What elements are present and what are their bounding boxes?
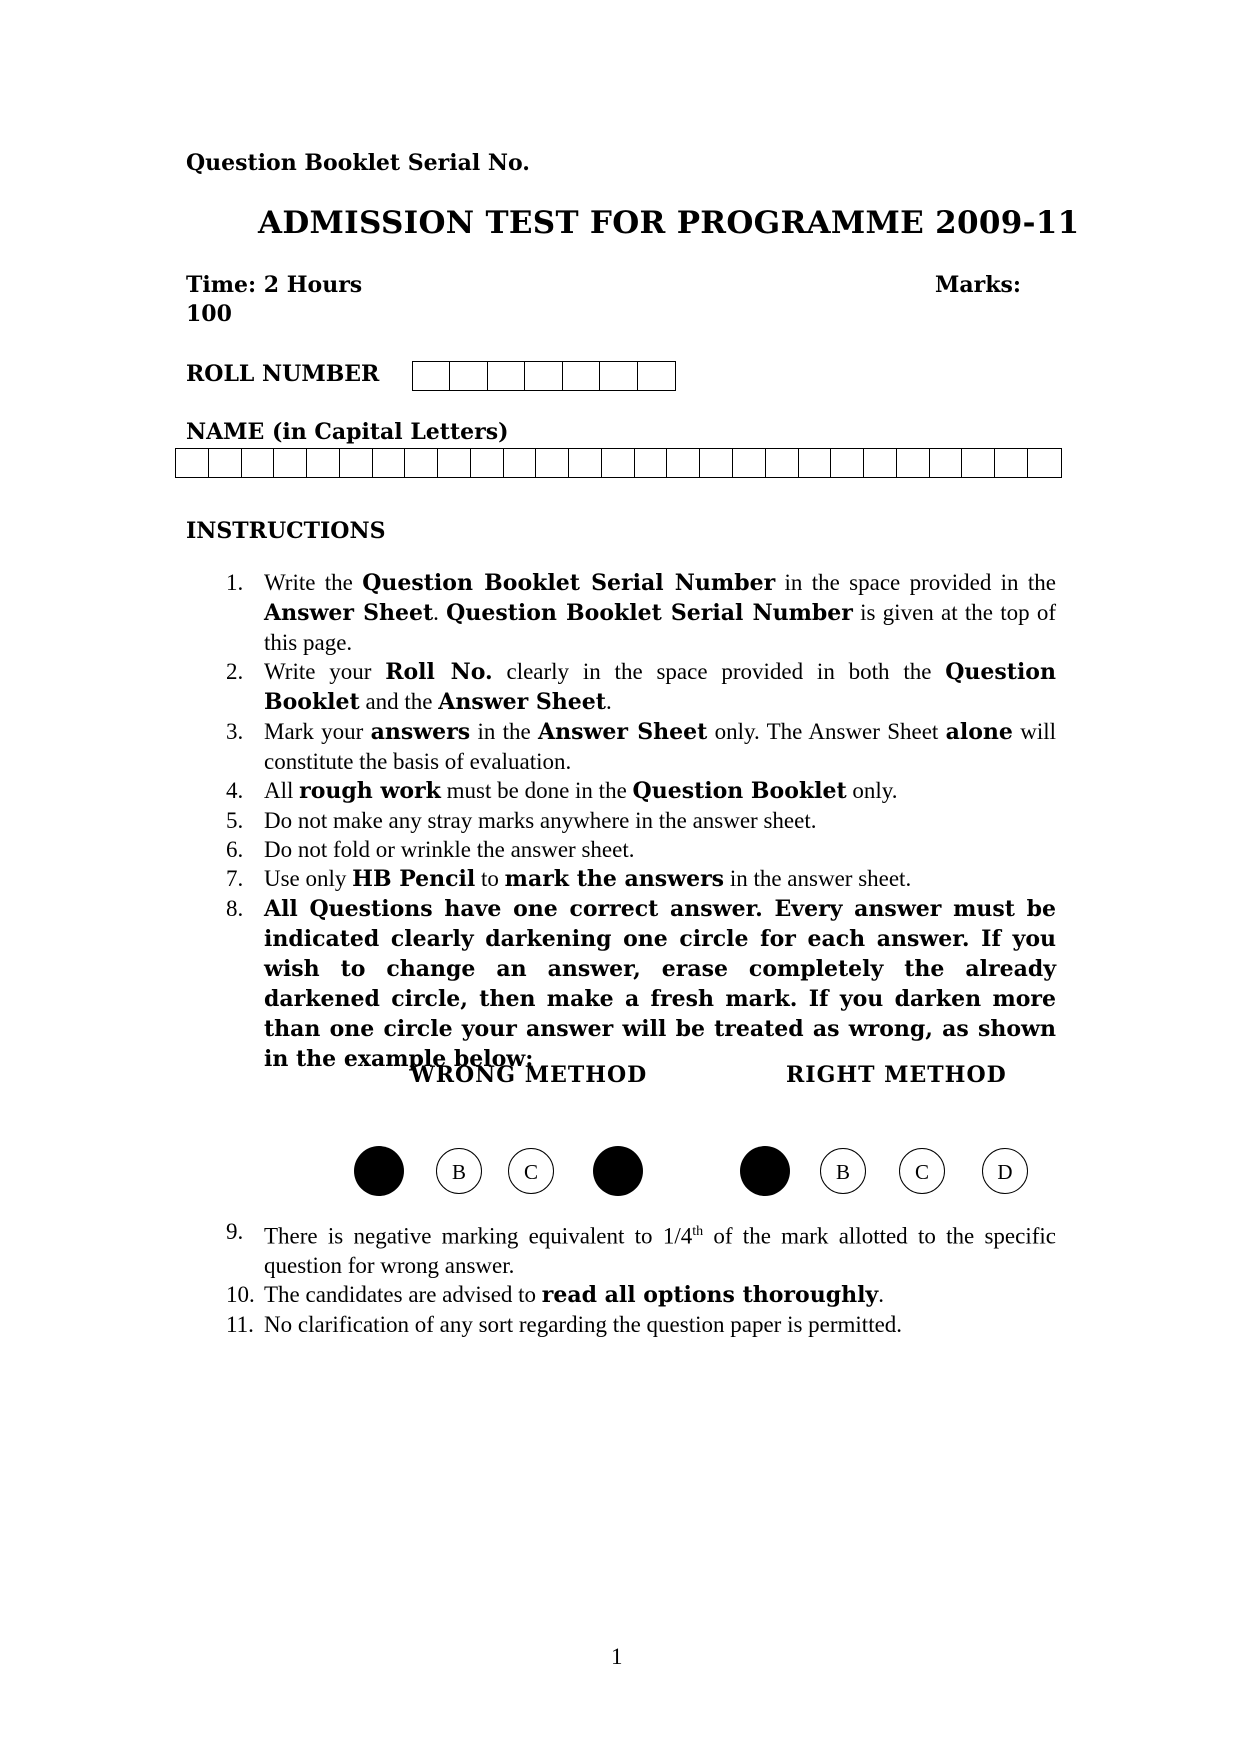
instruction-text: There is negative marking equivalent to 1/4 xyxy=(264,1223,693,1249)
entry-box[interactable] xyxy=(525,362,562,390)
instruction-text: . xyxy=(605,689,612,714)
entry-box[interactable] xyxy=(569,449,602,477)
instruction-text: . xyxy=(878,1281,884,1307)
empty-bubble-d: D xyxy=(982,1148,1028,1194)
entry-box[interactable] xyxy=(413,362,450,390)
instruction-text: Do not fold or wrinkle the answer sheet. xyxy=(264,837,635,862)
entry-box[interactable] xyxy=(962,449,995,477)
page-title: ADMISSION TEST FOR PROGRAMME 2009-11 xyxy=(258,205,1080,241)
serial-number-label: Question Booklet Serial No. xyxy=(186,150,530,176)
instruction-text: Answer Sheet xyxy=(438,689,606,715)
roll-number-boxes[interactable] xyxy=(412,361,676,391)
instruction-item xyxy=(226,657,1056,717)
entry-box[interactable] xyxy=(373,449,406,477)
instruction-text: Do not make any stray marks anywhere in the answer sheet. xyxy=(264,808,817,833)
entry-box[interactable] xyxy=(864,449,897,477)
entry-box[interactable] xyxy=(471,449,504,477)
instruction-text: HB Pencil xyxy=(352,866,476,892)
empty-bubble-b: B xyxy=(436,1148,482,1194)
wrong-method-label: WRONG METHOD xyxy=(410,1062,648,1088)
name-label: NAME (in Capital Letters) xyxy=(186,419,509,445)
entry-box[interactable] xyxy=(667,449,700,477)
entry-box[interactable] xyxy=(602,449,635,477)
page-number: 1 xyxy=(611,1644,623,1669)
instruction-number: 3. xyxy=(226,719,244,744)
entry-box[interactable] xyxy=(1028,449,1061,477)
entry-box[interactable] xyxy=(733,449,766,477)
instruction-number: 7. xyxy=(226,866,244,891)
marks-value: 100 xyxy=(186,301,232,327)
instruction-text: answers xyxy=(370,719,471,745)
instruction-item xyxy=(226,864,1056,894)
instruction-number: 10. xyxy=(226,1281,255,1307)
entry-box[interactable] xyxy=(638,362,675,390)
instruction-text: in the space provided in the xyxy=(775,570,1056,595)
instruction-item xyxy=(226,1310,1056,1339)
instruction-text: No clarification of any sort regarding the question paper is permitted. xyxy=(264,1311,903,1337)
instruction-text: clearly in the space provided in both the xyxy=(492,659,946,684)
instruction-text: The candidates are advised to xyxy=(264,1281,542,1307)
instruction-number: 2. xyxy=(226,659,244,684)
instruction-item xyxy=(226,894,1056,1074)
instructions-list xyxy=(226,568,1056,1074)
entry-box[interactable] xyxy=(405,449,438,477)
instruction-text: of the mark allotted to the specific question for wrong answer. xyxy=(264,1223,1056,1278)
instruction-number: 5. xyxy=(226,808,244,833)
instruction-item xyxy=(226,1217,1056,1280)
instruction-number: 4. xyxy=(226,778,244,803)
entry-box[interactable] xyxy=(635,449,668,477)
entry-box[interactable] xyxy=(600,362,637,390)
instruction-text: mark the answers xyxy=(504,866,725,892)
instruction-text: . xyxy=(433,600,447,625)
instruction-item xyxy=(226,717,1056,776)
entry-box[interactable] xyxy=(536,449,569,477)
instruction-text: Question Booklet xyxy=(632,778,847,804)
empty-bubble-b: B xyxy=(820,1148,866,1194)
instruction-item xyxy=(226,1280,1056,1310)
entry-box[interactable] xyxy=(488,362,525,390)
entry-box[interactable] xyxy=(340,449,373,477)
instruction-item xyxy=(226,776,1056,806)
entry-box[interactable] xyxy=(176,449,209,477)
entry-box[interactable] xyxy=(563,362,600,390)
entry-box[interactable] xyxy=(700,449,733,477)
entry-box[interactable] xyxy=(209,449,242,477)
instruction-number: 6. xyxy=(226,837,244,862)
instruction-number: 9. xyxy=(226,1219,244,1244)
filled-bubble xyxy=(740,1146,790,1196)
instruction-text: All xyxy=(264,778,300,803)
instructions-list-continued xyxy=(226,1217,1056,1339)
instruction-text: rough work xyxy=(299,778,441,804)
entry-box[interactable] xyxy=(504,449,537,477)
entry-box[interactable] xyxy=(242,449,275,477)
instruction-text: th xyxy=(692,1224,704,1239)
right-method-label: RIGHT METHOD xyxy=(786,1062,1007,1088)
instruction-text: only. xyxy=(846,778,898,803)
instruction-text: Question Booklet xyxy=(264,659,1056,715)
instruction-text: and the xyxy=(359,689,439,714)
instruction-text: Write your xyxy=(264,659,386,684)
instruction-text: read all options thoroughly xyxy=(541,1281,879,1308)
instruction-text: Write the xyxy=(264,570,363,595)
instruction-text: Use only xyxy=(264,866,353,891)
instruction-text: Answer Sheet xyxy=(264,600,434,626)
instruction-text: Mark your xyxy=(264,719,371,744)
instruction-text: will constitute the basis of evaluation. xyxy=(264,719,1056,774)
instructions-heading: INSTRUCTIONS xyxy=(186,518,386,544)
instruction-text: Question Booklet Serial Number xyxy=(362,570,776,596)
instruction-item xyxy=(226,568,1056,657)
empty-bubble-c: C xyxy=(899,1148,945,1194)
instruction-text: is given at the top of this page. xyxy=(264,600,1056,655)
time-label: Time: 2 Hours xyxy=(186,272,363,298)
instruction-text: Roll No. xyxy=(385,659,493,685)
instruction-text: only. The Answer Sheet xyxy=(707,719,946,744)
entry-box[interactable] xyxy=(450,362,487,390)
entry-box[interactable] xyxy=(274,449,307,477)
instruction-text: All Questions have one correct answer. Every answer must be indicated clearly darkening one circle for each answer. If you wish to change an answer, erase completely the already darkened circle, then make a fresh mark. If you darken more than one circle your answer will be treated as wrong, as shown in the example below: xyxy=(264,896,1056,1072)
filled-bubble xyxy=(354,1146,404,1196)
name-boxes[interactable] xyxy=(175,448,1062,478)
filled-bubble xyxy=(593,1146,643,1196)
entry-box[interactable] xyxy=(831,449,864,477)
instruction-text: Answer Sheet xyxy=(538,719,708,745)
instruction-text: must be done in the xyxy=(440,778,633,803)
entry-box[interactable] xyxy=(766,449,799,477)
instruction-item xyxy=(226,835,1056,864)
instruction-text: in the xyxy=(470,719,539,744)
instruction-text: Question Booklet Serial Number xyxy=(446,600,853,626)
roll-number-label: ROLL NUMBER xyxy=(186,361,380,387)
instruction-number: 8. xyxy=(226,896,244,921)
instruction-number: 1. xyxy=(226,570,244,595)
entry-box[interactable] xyxy=(799,449,832,477)
empty-bubble-c: C xyxy=(508,1148,554,1194)
marks-label: Marks: xyxy=(935,272,1021,298)
entry-box[interactable] xyxy=(438,449,471,477)
instruction-text: in the answer sheet. xyxy=(724,866,912,891)
instruction-text: to xyxy=(475,866,505,891)
entry-box[interactable] xyxy=(995,449,1028,477)
instruction-text: alone xyxy=(945,719,1013,745)
entry-box[interactable] xyxy=(930,449,963,477)
entry-box[interactable] xyxy=(897,449,930,477)
entry-box[interactable] xyxy=(307,449,340,477)
instruction-number: 11. xyxy=(226,1311,254,1337)
instruction-item xyxy=(226,806,1056,835)
